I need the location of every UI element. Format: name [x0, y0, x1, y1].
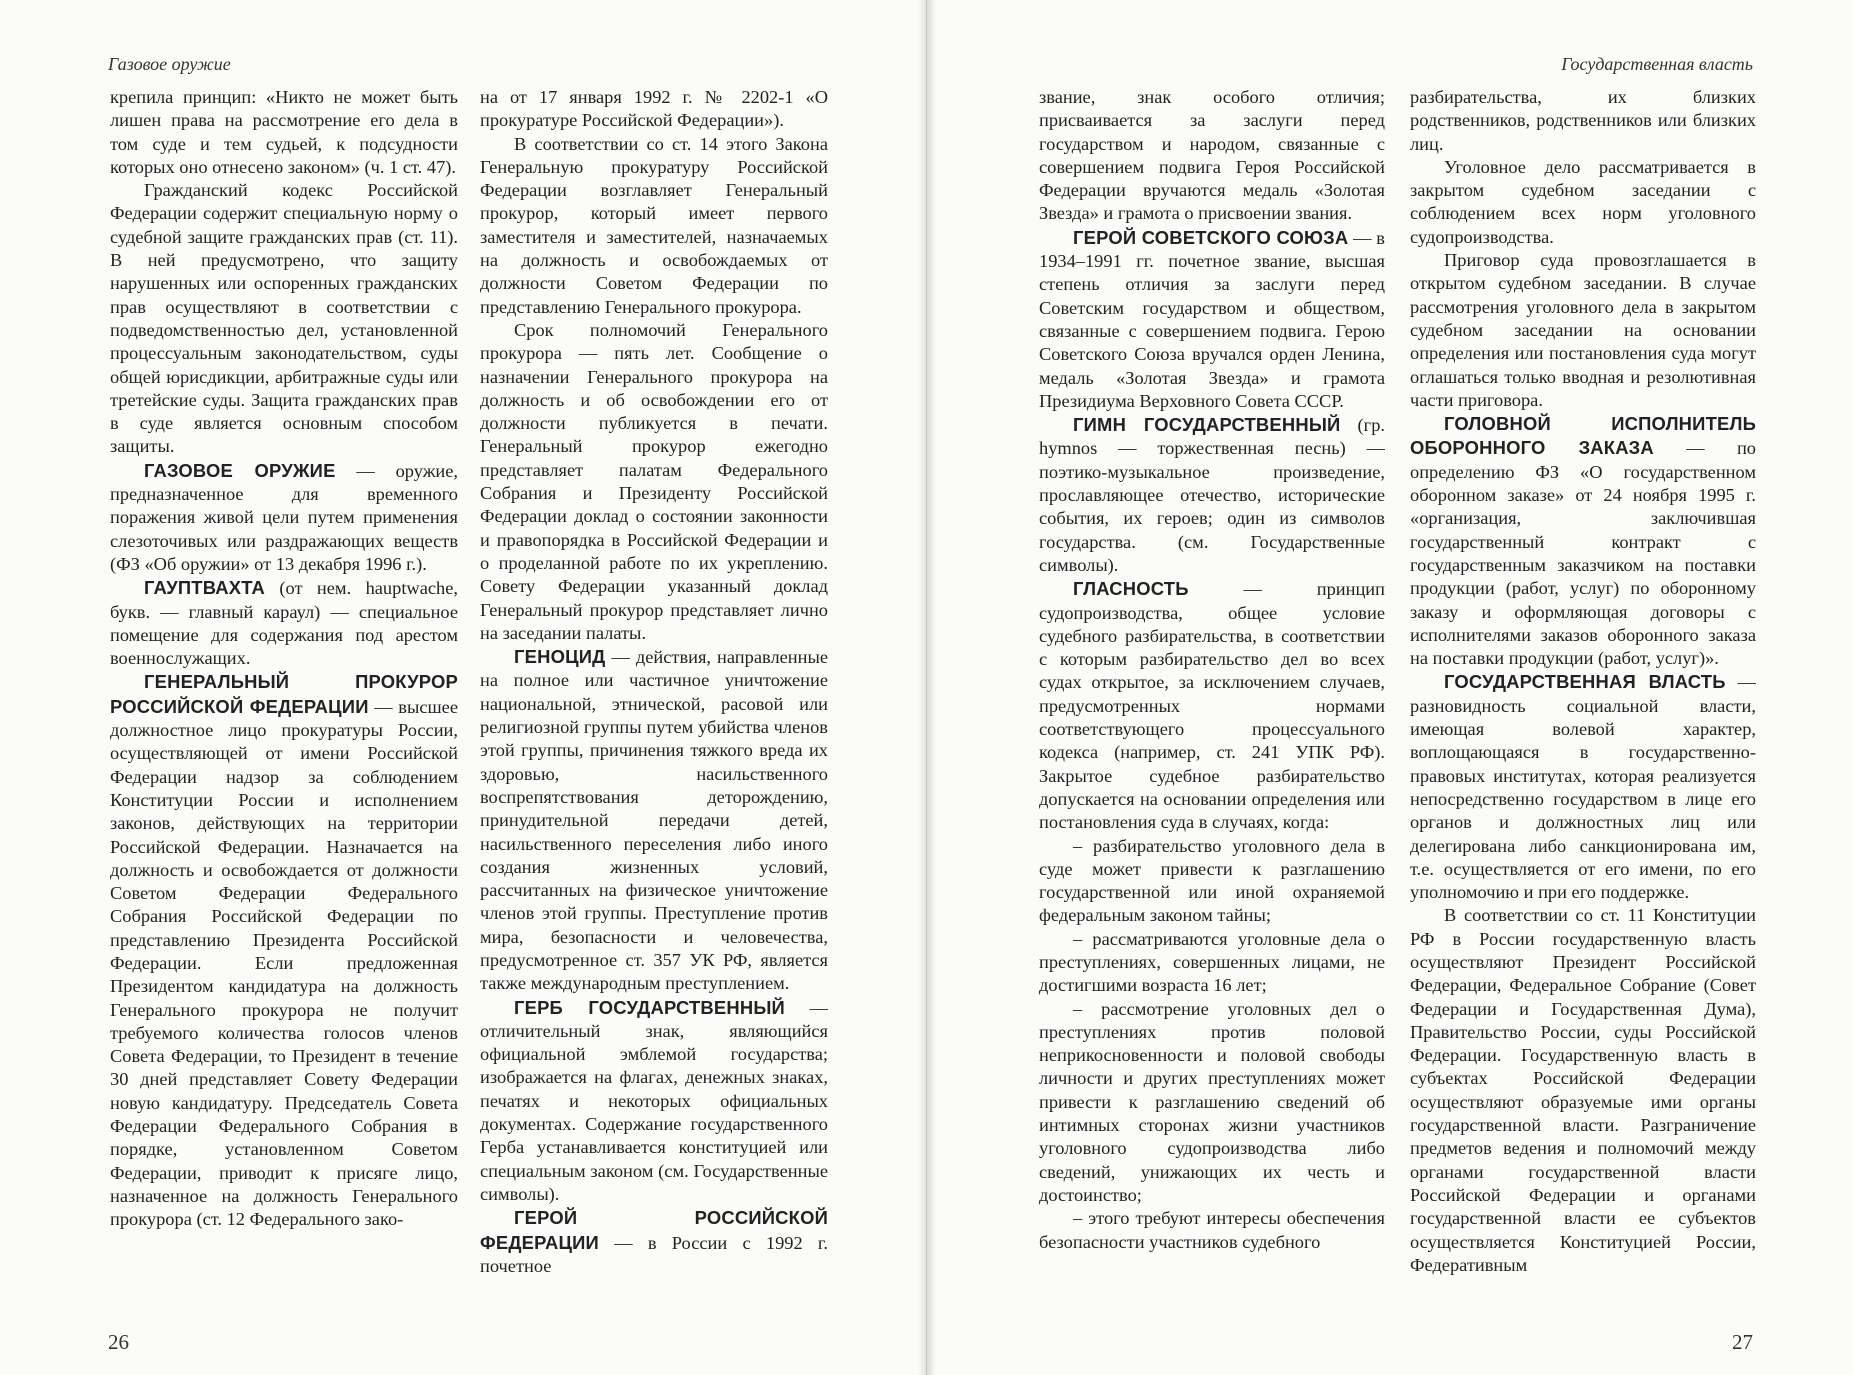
- paragraph: Уголовное дело рассматривается в закрытом судебном заседании с соблюдением всех норм уголовного судопроизводства.: [1410, 156, 1756, 247]
- entry-definition: — в 1934–1991 гг. почетное звание, высшая степень отличия за заслуги перед Советским государством и обществом, связанные с совершением подвига. Герою Советского Союза вручался орден Ленина, медаль «Золотая Звезда» и грамота Президиума Верховного Совета СССР.: [1039, 227, 1385, 411]
- entry-term: ГЕРБ ГОСУДАРСТВЕННЫЙ: [514, 996, 785, 1018]
- entry-definition: — принцип судопроизводства, общее условие судебного разбирательства, в соответствии с которым разбирательство дел во всех судах открытое, за исключением случаев, предусмотренных нормами соответствующего процессуального кодекса (например, ст. 241 УПК РФ). Закрытое судебное разбирательство допускается на основании определения или постановления суда в случаях, когда:: [1039, 579, 1385, 833]
- page-number-left: 26: [108, 1330, 129, 1354]
- dictionary-entry: [110, 576, 458, 670]
- entry-term: ГЕНЕРАЛЬНЫЙ ПРОКУРОР РОССИЙСКОЙ ФЕДЕРАЦИИ: [110, 671, 458, 717]
- left-column-1: [110, 86, 458, 1316]
- entry-definition: — разновидность социальной власти, имеющая волевой характер, воплощающаяся в государственно-правовых институтах, которая реализуется непосредственно государством в лице его органов и должностных лиц или делегирована либо санкционирована им, т.е. осуществляется от его имени, по его уполномочию и при его поддержке.: [1410, 672, 1756, 903]
- paragraph: разбирательства, их близких родственников, родственников или близких лиц.: [1410, 87, 1756, 154]
- paragraph: звание, знак особого отличия; присваивается за заслуги перед государством и народом, связанные с совершением подвига Героя Российской Федерации вручаются медаль «Золотая Звезда» и грамота о присвоении звания.: [1039, 87, 1385, 224]
- dictionary-entry: [110, 459, 458, 576]
- entry-term: ГЛАСНОСТЬ: [1073, 578, 1189, 600]
- entry-definition: (гр. hymnos — торжественная песнь) — поэтико-музыкальное произведение, прославляющее отечество, исторические события, их героев; один из символов государства. (см. Государственные символы).: [1039, 415, 1385, 575]
- dictionary-entry: [480, 1206, 828, 1278]
- book-gutter-shadow: [918, 0, 936, 1375]
- entry-definition: — оружие, предназначенное для временного поражения живой цели путем применения слезоточивых или раздражающих веществ (ФЗ «Об оружии» от 13 декабря 1996 г.).: [110, 460, 458, 574]
- dictionary-entry: [110, 670, 458, 1231]
- dictionary-entry: [480, 996, 828, 1207]
- paragraph: Срок полномочий Генерального прокурора — пять лет. Сообщение о назначении Генерального прокурора на должность и об освобождении его от должности публикуется в печати. Генеральный прокурор ежегодно представляет палатам Федерального Собрания и Президенту Российской Федерации доклад о состоянии законности и правопорядка в Российской Федерации и о проделанной работе по их укреплению. Совету Федерации указанный доклад Генеральный прокурор представляет лично на заседании палаты.: [480, 319, 828, 643]
- entry-term: ГАЗОВОЕ ОРУЖИЕ: [144, 459, 336, 481]
- paragraph: В соответствии со ст. 14 этого Закона Генеральную прокуратуру Российской Федерации возглавляет Генеральный прокурор, который имеет первого заместителя и заместителей, назначаемых на должность и освобождаемых от должности Советом Федерации по представлению Генерального прокурора.: [480, 133, 828, 317]
- left-page: [0, 0, 926, 1375]
- right-page: [927, 0, 1853, 1375]
- running-head-left: Газовое оружие: [108, 54, 231, 74]
- entry-term: ГИМН ГОСУДАРСТВЕННЫЙ: [1073, 414, 1341, 436]
- dictionary-entry: [480, 645, 828, 995]
- entry-definition: (от нем. hauptwache, букв. — главный караул) — специальное помещение для содержания под арестом военнослужащих.: [110, 578, 458, 669]
- dictionary-entry: [1039, 226, 1385, 413]
- dictionary-entry: [1410, 670, 1756, 904]
- page-number-right: 27: [1732, 1330, 1753, 1354]
- paragraph: на от 17 января 1992 г. № 2202-1 «О прокуратуре Российской Федерации»).: [480, 87, 828, 131]
- paragraph: Гражданский кодекс Российской Федерации содержит специальную норму о судебной защите гражданских прав (ст. 11). В ней предусмотрено, что защиту нарушенных или оспоренных гражданских прав осуществляют в соответствии с подведомственностью дел, установленной процессуальным законодательством, суды общей юрисдикции, арбитражные суды или третейские суды. Защита гражданских прав в суде является основным способом защиты.: [110, 180, 458, 457]
- right-column-1: [1039, 86, 1385, 1316]
- entry-definition: — отличительный знак, являющийся официальной эмблемой государства; изображается на флагах, денежных знаках, печатях и некоторых официальных документах. Содержание государственного Герба устанавливается конституцией или специальным законом (см. Государственные символы).: [480, 997, 828, 1204]
- entry-term: ГЕРОЙ РОССИЙСКОЙ ФЕДЕРАЦИИ: [480, 1207, 828, 1253]
- paragraph: – разбирательство уголовного дела в суде может привести к разглашению государственной или иной охраняемой федеральным законом тайны;: [1039, 835, 1385, 926]
- entry-term: ГЕНОЦИД: [514, 646, 606, 668]
- entry-definition: — высшее должностное лицо прокуратуры России, осуществляющей от имени Российской Федерации надзор за соблюдением Конституции России и исполнением законов, действующих на территории Российской Федерации. Назначается на должность и освобождается от должности Советом Федерации Федерального Собрания Российской Федерации по представлению Президента Российской Федерации. Если предложенная Президентом кандидатура на должность Генерального прокурора не получит требуемого количества голосов членов Совета Федерации, то Президент в течение 30 дней представляет Совету Федерации новую кандидатуру. Председатель Совета Федерации Федерального Собрания в порядке, установленном Советом Федерации, приводит к присяге лицо, назначенное на должность Генерального прокурора (ст. 12 Федерального зако-: [110, 696, 458, 1230]
- dictionary-entry: [1039, 413, 1385, 577]
- entry-definition: — действия, направленные на полное или частичное уничтожение национальной, этнической, расовой или религиозной группы путем убийства членов этой группы, причинения тяжкого вреда их здоровью, насильственного воспрепятствования деторождению, принудительной передачи детей, насильственного переселения либо иного создания жизненных условий, рассчитанных на физическое уничтожение членов этой группы. Преступление против мира, безопасности и человечества, предусмотренное ст. 357 УК РФ, является также международным преступлением.: [480, 647, 828, 994]
- paragraph: крепила принцип: «Никто не может быть лишен права на рассмотрение его дела в том суде и тем судьей, к подсудности которых оно отнесено законом» (ч. 1 ст. 47).: [110, 87, 458, 177]
- dictionary-entry: [1039, 577, 1385, 834]
- left-column-2: [480, 86, 828, 1316]
- entry-term: ГОЛОВНОЙ ИСПОЛНИТЕЛЬ ОБОРОННОГО ЗАКАЗА: [1410, 413, 1756, 459]
- running-head-right: Государственная власть: [1561, 54, 1753, 74]
- paragraph: – этого требуют интересы обеспечения безопасности участников судебного: [1039, 1208, 1385, 1252]
- entry-term: ГАУПТВАХТА: [144, 577, 266, 599]
- paragraph: – рассматриваются уголовные дела о преступлениях, совершенных лицами, не достигшими возраста 16 лет;: [1039, 928, 1385, 996]
- dictionary-entry: [1410, 412, 1756, 670]
- paragraph: В соответствии со ст. 11 Конституции РФ в России государственную власть осуществляют Президент Российской Федерации, Федеральное Собрание (Совет Федерации и Государственная Дума), Правительство России, суды Российской Федерации. Государственную власть в субъектах Российской Федерации осуществляют образуемые ими органы государственной власти. Разграничение предметов ведения и полномочий между органами государственной власти Российской Федерации и органами государственной власти ее субъектов осуществляется Конституцией России, Федеративным: [1410, 905, 1756, 1275]
- right-column-2: [1410, 86, 1756, 1316]
- entry-term: ГОСУДАРСТВЕННАЯ ВЛАСТЬ: [1444, 671, 1726, 693]
- entry-term: ГЕРОЙ СОВЕТСКОГО СОЮЗА: [1073, 226, 1349, 248]
- entry-definition: — по определению ФЗ «О государственном оборонном заказе» от 24 ноября 1995 г. «организация, заключившая государственный контракт с государственным заказчиком на поставки продукции (работ, услуг) по оборонному заказу и оформляющая договоры с исполнителями заказов оборонного заказа на поставки продукции (работ, услуг)».: [1410, 438, 1756, 669]
- entry-definition: — в России с 1992 г. почетное: [480, 1232, 828, 1276]
- paragraph: Приговор суда провозглашается в открытом судебном заседании. В случае рассмотрения уголовного дела в закрытом судебном заседании на основании определения или постановления суда могут оглашаться только вводная и резолютивная части приговора.: [1410, 250, 1756, 410]
- paragraph: – рассмотрение уголовных дел о преступлениях против половой неприкосновенности и половой свободы личности и других преступлениях может привести к разглашению сведений об интимных сторонах жизни участников уголовного судопроизводства либо сведений, унижающих их честь и достоинство;: [1039, 998, 1385, 1205]
